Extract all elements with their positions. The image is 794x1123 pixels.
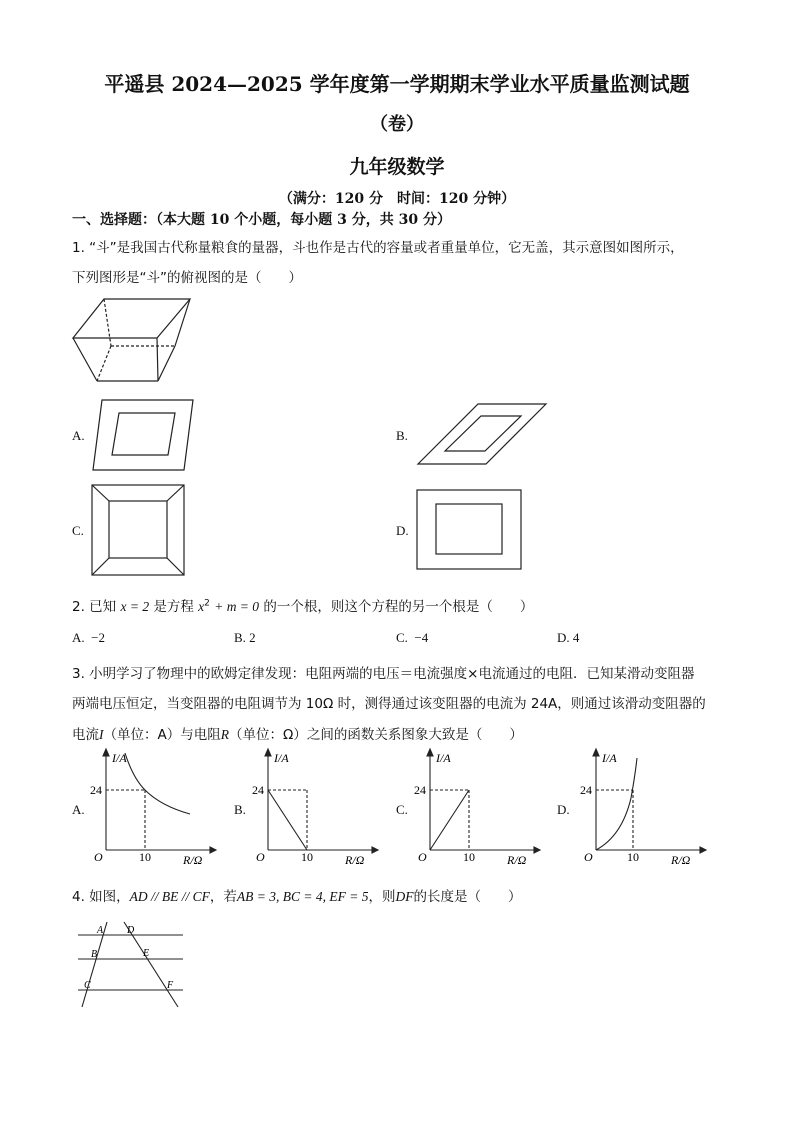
q3-graph-d-ylabel: I/A — [602, 751, 617, 765]
q3-var-i: I — [99, 727, 104, 742]
q3-graph-c — [412, 748, 542, 866]
q3-option-c-label: C. — [396, 802, 408, 817]
q4-parallel-condition: AD // BE // CF — [129, 889, 210, 904]
score-time-info: （满分：120 分 时间：120 分钟） — [278, 191, 516, 207]
q3-graph-b-ylabel: I/A — [274, 751, 289, 765]
q3-option-d-label: D. — [557, 802, 570, 817]
q4-target-segment: DF — [395, 889, 414, 904]
q3-line3 — [72, 723, 523, 743]
q3-graph-d-ytick: 24 — [580, 783, 592, 797]
q3-var-r: R — [220, 727, 229, 742]
q2-option-b-label: B. — [234, 630, 246, 645]
q4-stem — [72, 885, 522, 905]
q4-stem-post: ，则 — [368, 889, 396, 905]
q2-stem-mid: 是方程 — [153, 599, 194, 615]
q3-graph-d — [578, 748, 708, 866]
q3-line3-b: （单位：A）与电阻 — [103, 727, 221, 743]
q3-graph-b-ytick: 24 — [252, 783, 264, 797]
q3-graph-d-xlabel: R/Ω — [671, 853, 691, 867]
q3-graph-d-xtick: 10 — [627, 850, 639, 864]
q1-option-b-figure — [416, 402, 548, 466]
q4-stem-pre: 4. 如图， — [72, 889, 130, 905]
q2-equation-rest: + m = 0 — [214, 599, 260, 614]
q3-line3-c: （单位：Ω）之间的函数关系图象大致是（ ） — [229, 727, 523, 743]
q4-point-a: A — [97, 925, 104, 936]
q3-graph-d-origin: O — [584, 850, 593, 864]
q1-option-d-label: D. — [396, 523, 409, 538]
q3-graph-c-ylabel: I/A — [436, 751, 451, 765]
q3-graph-c-origin: O — [418, 850, 427, 864]
q1-option-c-label: C. — [72, 523, 84, 538]
q3-graph-a-ytick: 24 — [90, 783, 102, 797]
q3-graph-c-ytick: 24 — [414, 783, 426, 797]
q1-option-d-figure — [416, 489, 522, 570]
q4-point-e: E — [143, 948, 150, 959]
q2-stem — [72, 595, 533, 615]
q4-given-lengths: AB = 3, BC = 4, EF = 5 — [236, 889, 369, 904]
q4-point-d: D — [127, 925, 135, 936]
q2-equation-x: x — [198, 599, 205, 614]
dou-figure — [70, 296, 195, 386]
q4-parallel-lines-figure — [76, 918, 188, 1010]
q2-option-b-value: 2 — [249, 630, 256, 645]
q4-stem-mid: ，若 — [209, 889, 237, 905]
q3-graph-b — [250, 748, 380, 866]
q4-point-c: C — [84, 980, 91, 991]
q2-option-c-label: C. — [396, 630, 408, 645]
q3-line3-a: 电流 — [72, 727, 99, 743]
q3-graph-a-origin: O — [94, 850, 103, 864]
q4-point-f: F — [167, 980, 174, 991]
q3-graph-b-xlabel: R/Ω — [345, 853, 365, 867]
q2-stem-pre: 2. 已知 — [72, 599, 117, 615]
q3-option-a-label: A. — [72, 802, 85, 817]
q3-graph-a-xlabel: R/Ω — [183, 853, 203, 867]
q2-option-c — [396, 630, 428, 646]
q1-option-a-figure — [92, 398, 194, 472]
q2-stem-post: 的一个根，则这个方程的另一个根是（ ） — [263, 599, 534, 615]
q3-option-b-label: B. — [234, 802, 246, 817]
q2-option-d-label: D. — [557, 630, 570, 645]
q2-option-a-label: A. — [72, 630, 85, 645]
subject-title: 九年级数学 — [349, 156, 445, 178]
q3-graph-c-xlabel: R/Ω — [507, 853, 527, 867]
q2-equation-root: x = 2 — [120, 599, 150, 614]
q3-line1: 3. 小明学习了物理中的欧姆定律发现：电阻两端的电压＝电流强度×电流通过的电阻．已知某滑动变阻器 — [72, 666, 695, 682]
q3-graph-b-origin: O — [256, 850, 265, 864]
q3-graph-a — [88, 748, 218, 866]
q2-option-b — [234, 630, 256, 646]
q2-option-a — [72, 630, 105, 646]
q3-graph-b-xtick: 10 — [301, 850, 313, 864]
q1-option-a-label: A. — [72, 428, 85, 443]
q1-line2: 下列图形是“斗”的俯视图的是（ ） — [72, 270, 302, 286]
q2-option-d-value: 4 — [572, 630, 580, 645]
q1-line1: 1. “斗”是我国古代称量粮食的量器，斗也作是古代的容量或者重量单位，它无盖，其示意图如图所示， — [72, 240, 684, 256]
q2-option-c-value: −4 — [414, 630, 429, 645]
q4-point-b: B — [91, 949, 98, 960]
q2-option-a-value: −2 — [91, 630, 105, 645]
exam-title-continuation: （卷） — [370, 114, 424, 135]
q3-graph-a-xtick: 10 — [139, 850, 151, 864]
q1-option-b-label: B. — [396, 428, 408, 443]
q3-graph-c-xtick: 10 — [463, 850, 475, 864]
q3-graph-a-ylabel: I/A — [112, 751, 127, 765]
exam-title: 平遥县 2024—2025 学年度第一学期期末学业水平质量监测试题 — [104, 72, 690, 96]
q2-option-d — [557, 630, 579, 646]
q3-line2: 两端电压恒定，当变阻器的电阻调节为 10Ω 时，测得通过该变阻器的电流为 24A，则通过该滑动变阻器的 — [72, 696, 706, 712]
q4-stem-tail: 的长度是（ ） — [413, 889, 522, 905]
section-heading: 一、选择题：（本大题 10 个小题，每小题 3 分，共 30 分） — [72, 212, 451, 228]
q1-option-c-figure — [91, 484, 185, 576]
q2-equation-exponent: 2 — [204, 598, 210, 609]
